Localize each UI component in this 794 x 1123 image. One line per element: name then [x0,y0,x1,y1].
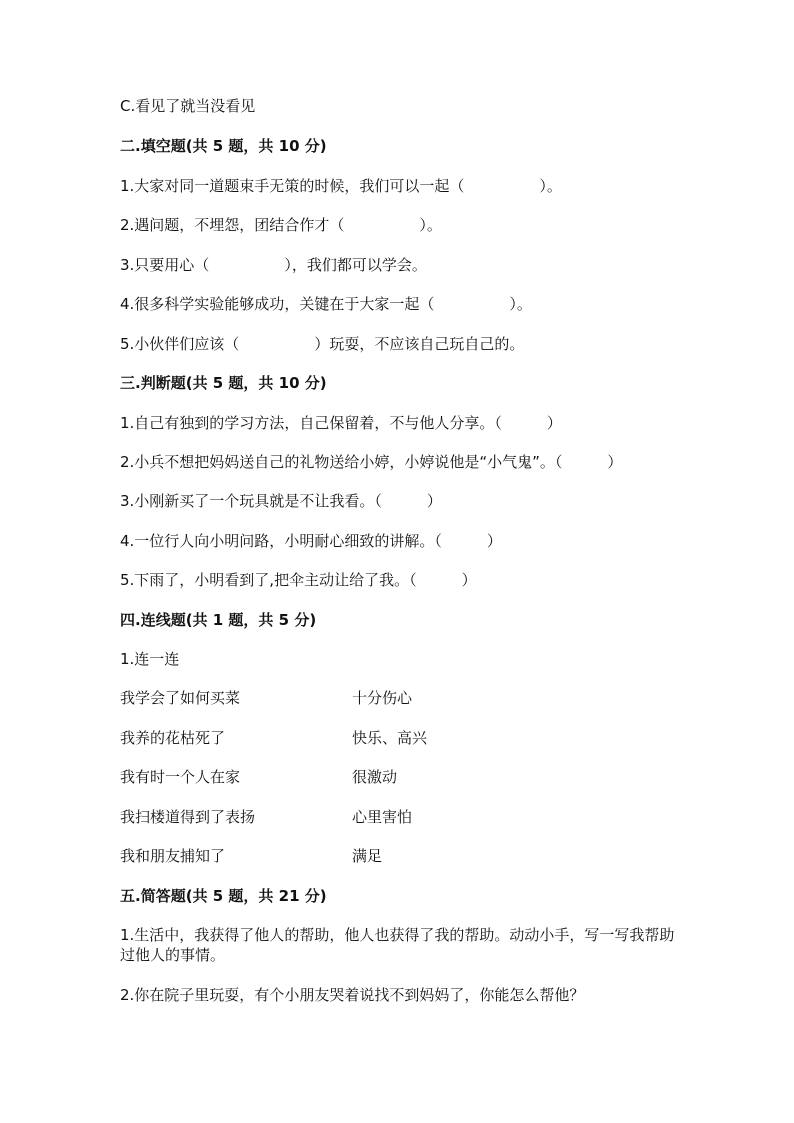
short-question-2: 2.你在院子里玩耍，有个小朋友哭着说找不到妈妈了，你能怎么帮他？ [120,986,585,1004]
judge-question-5: 5.下雨了，小明看到了,把伞主动让给了我。（ ） [120,571,477,589]
match-left-item: 我和朋友捕知了 [120,847,226,865]
judge-question-2: 2.小兵不想把妈妈送自己的礼物送给小婷，小婷说他是“小气鬼”。（ ） [120,453,623,471]
fill-question-5: 5.小伙伴们应该（ ）玩耍，不应该自己玩自己的。 [120,335,525,353]
match-right-item: 快乐、高兴 [352,729,428,747]
match-right-item: 心里害怕 [352,808,413,826]
fill-question-3: 3.只要用心（ ），我们都可以学会。 [120,256,427,274]
match-left-item: 我扫楼道得到了表扬 [120,808,256,826]
match-right-item: 很激动 [352,768,398,786]
match-left-item: 我养的花枯死了 [120,729,226,747]
section-match-heading: 四.连线题(共 1 题，共 5 分) [120,611,317,629]
fill-question-1: 1.大家对同一道题束手无策的时候，我们可以一起（ ）。 [120,177,562,195]
judge-question-1: 1.自己有独到的学习方法，自己保留着，不与他人分享。（ ） [120,414,562,432]
match-left-item: 我有时一个人在家 [120,768,241,786]
section-judge-heading: 三.判断题(共 5 题，共 10 分) [120,374,327,392]
judge-question-3: 3.小刚新买了一个玩具就是不让我看。（ ） [120,492,442,510]
short-question-1: 1.生活中，我获得了他人的帮助，他人也获得了我的帮助。动动小手，写一写我帮助过他人的事情。 [120,926,675,964]
fill-question-2: 2.遇问题，不埋怨，团结合作才（ ）。 [120,216,442,234]
match-left-item: 我学会了如何买菜 [120,689,241,707]
match-right-item: 十分伤心 [352,689,413,707]
section-short-heading: 五.简答题(共 5 题，共 21 分) [120,887,327,905]
match-question: 1.连一连 [120,650,180,668]
judge-question-4: 4.一位行人向小明问路，小明耐心细致的讲解。（ ） [120,532,502,550]
fill-question-4: 4.很多科学实验能够成功，关键在于大家一起（ ）。 [120,295,532,313]
option-c: C.看见了就当没看见 [120,97,256,115]
section-fill-heading: 二.填空题(共 5 题，共 10 分) [120,137,327,155]
match-right-item: 满足 [352,847,383,865]
